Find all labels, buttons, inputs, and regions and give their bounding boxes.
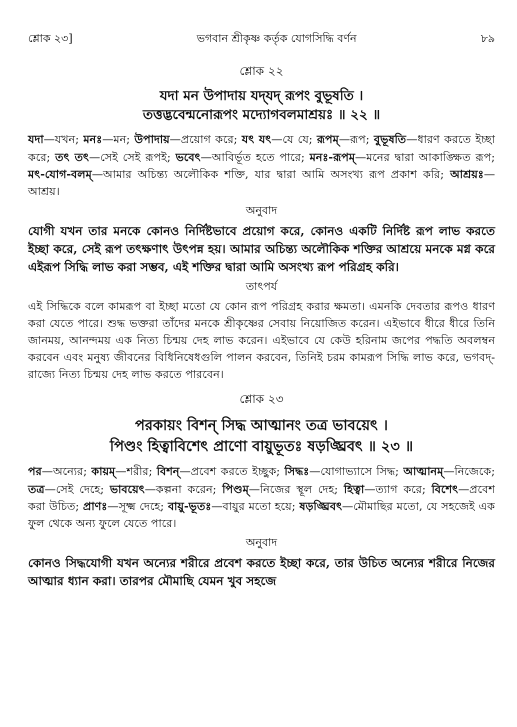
synonym-entry: রূপম্—রূপ;: [316, 132, 374, 146]
synonym-entry: প্রাণঃ—সূক্ষ্ম দেহে;: [83, 499, 168, 513]
verse-22-translation: যোগী যখন তার মনকে কোনও নির্দিষ্টভাবে প্রয়োগ করে, কোনও একটি নির্দিষ্ট রূপ লাভ করতে ইচ্ছা করে, সেই রূপ তৎক্ষণাৎ উৎপন্ন হয়। আমার অচিন্ত্য অলৌকিক শক্তির আশ্রয়ে মনকে মগ্ন করে এইরূপ সিদ্ধি লাভ করা সম্ভব, এই শক্তির দ্বারা আমি অসংখ্য রূপ পরিগ্রহ করি।: [28, 224, 495, 274]
verse-23-line-1: পরকায়ং বিশন্ সিদ্ধ আত্মানং তত্র ভাবয়েৎ ।: [135, 417, 388, 434]
verse-23-synonyms: [28, 463, 495, 532]
synonym-entry: ভবেৎ—আবির্ভূত হতে পারে;: [175, 149, 310, 164]
page-number: ৮৯: [480, 32, 495, 45]
verse-23-title: শ্লোক ২৩: [239, 392, 284, 406]
synonym-entry: উপাদায়—প্রয়োগ করে;: [134, 132, 242, 146]
synonym-entry: মৎ-যোগ-বলম্—আমার অচিন্ত্য অলৌকিক শক্তি, যার দ্বারা আমি অসংখ্য রূপ প্রকাশ করি;: [28, 167, 451, 181]
verse-22-line-2: তত্তদ্ভবেন্মনোরূপং মদ্যোগবলমাশ্রয়ঃ ॥ ২২ ॥: [142, 107, 381, 123]
verse-23-line-2: পিণ্ডং হিত্বাবিশেৎ প্রাণো বায়ুভূতঃ ষড়ঙ্ঘ্রিবৎ ॥ ২৩ ॥: [109, 438, 414, 455]
header-chapter-title: ভগবান শ্রীকৃষ্ণ কর্তৃক যোগসিদ্ধি বর্ণন: [196, 32, 357, 45]
synonym-entry: বিশেৎ—প্রবেশ করা উচিত;: [28, 481, 495, 513]
synonym-entry: আশ্রয়ঃ—আশ্রয়।: [28, 167, 495, 198]
verse-23-translation-heading: অনুবাদ: [245, 536, 278, 549]
synonym-entry: পর—অন্যের;: [28, 464, 92, 478]
synonym-entry: পিণ্ডম্—নিজের স্থূল দেহ;: [222, 481, 344, 496]
synonym-entry: যদা—যখন;: [28, 132, 84, 146]
synonym-entry: আত্মানম্—নিজেকে;: [403, 464, 495, 478]
synonym-entry: মনঃ-রূপম্—মনের দ্বারা আকাঙ্ক্ষিত রূপ;: [309, 149, 495, 164]
synonym-entry: হিত্বা—ত্যাগ করে;: [343, 481, 432, 496]
synonym-entry: কায়ম্—শরীর;: [91, 464, 157, 478]
synonym-entry: তৎ তৎ—সেই সেই রূপই;: [55, 149, 176, 164]
running-header: [28, 30, 495, 49]
verse-22-purport-heading: তাৎপর্য: [245, 280, 278, 293]
synonym-entry: মনঃ—মন;: [83, 132, 135, 146]
synonym-entry: বিশন্—প্রবেশ করতে ইচ্ছুক;: [156, 464, 285, 478]
verse-22-purport: এই সিদ্ধিকে বলে কামরূপ বা ইচ্ছা মতো যে কোন রূপ পরিগ্রহ করার ক্ষমতা। এমনকি দেবতার রূপও ধারণ করা যেতে পারে। শুদ্ধ ভক্তরা তাঁদের মনকে শ্রীকৃষ্ণের সেবায় নিয়োজিত করেন। এইভাবে ধীরে ধীরে তিনি জানময়, আনন্দময় এক নিত্য চিন্ময় দেহ লাভ করেন। এইভাবে যে কেউ হরিনাম জপের পদ্ধতি অবলম্বন করবেন এবং মনুষ্য জীবনের বিধিনিষেধগুলি পালন করবেন, তিনিই চরম কামরূপ সিদ্ধি লাভ করে, ভগবদ্-রাজ্যে নিত্য চিন্ময় দেহ লাভ করতে পারবেন।: [28, 300, 495, 381]
synonym-entry: যৎ যৎ—যে যে;: [241, 132, 317, 146]
verse-23-translation: কোনও সিদ্ধযোগী যখন অন্যের শরীরে প্রবেশ করতে ইচ্ছা করে, তার উচিত অন্যের শরীরে নিজের আত্মার ধ্যান করা। তারপর মৌমাছি যেমন খুব সহজে: [28, 556, 495, 588]
verse-22-line-1: যদা মন উপাদায় যদ্‌যদ্ রূপং বুভূষতি ।: [159, 88, 364, 104]
synonym-entry: সিদ্ধঃ—যোগাভ্যাসে সিদ্ধ;: [284, 464, 404, 478]
synonym-entry: বুভূষতি—ধারণ করতে ইচ্ছা করে;: [28, 132, 496, 164]
verse-22-translation-heading: অনুবাদ: [245, 204, 278, 217]
synonym-entry: ষড়ঙ্ঘ্রিবৎ—মৌমাছির মতো, যে সহজেই এক ফুল থেকে অন্য ফুলে যেতে পারে।: [28, 499, 495, 530]
synonym-entry: ভাবয়েৎ—কল্পনা করেন;: [109, 481, 223, 496]
synonym-entry: তত্র—সেই দেহে;: [28, 481, 110, 496]
synonym-entry: বায়ু-ভূতঃ—বায়ুর মতো হয়ে;: [167, 499, 300, 513]
verse-22-title: শ্লোক ২২: [239, 64, 284, 78]
verse-22-synonyms: [28, 131, 495, 200]
header-verse-ref: শ্লোক ২৩]: [28, 32, 73, 45]
